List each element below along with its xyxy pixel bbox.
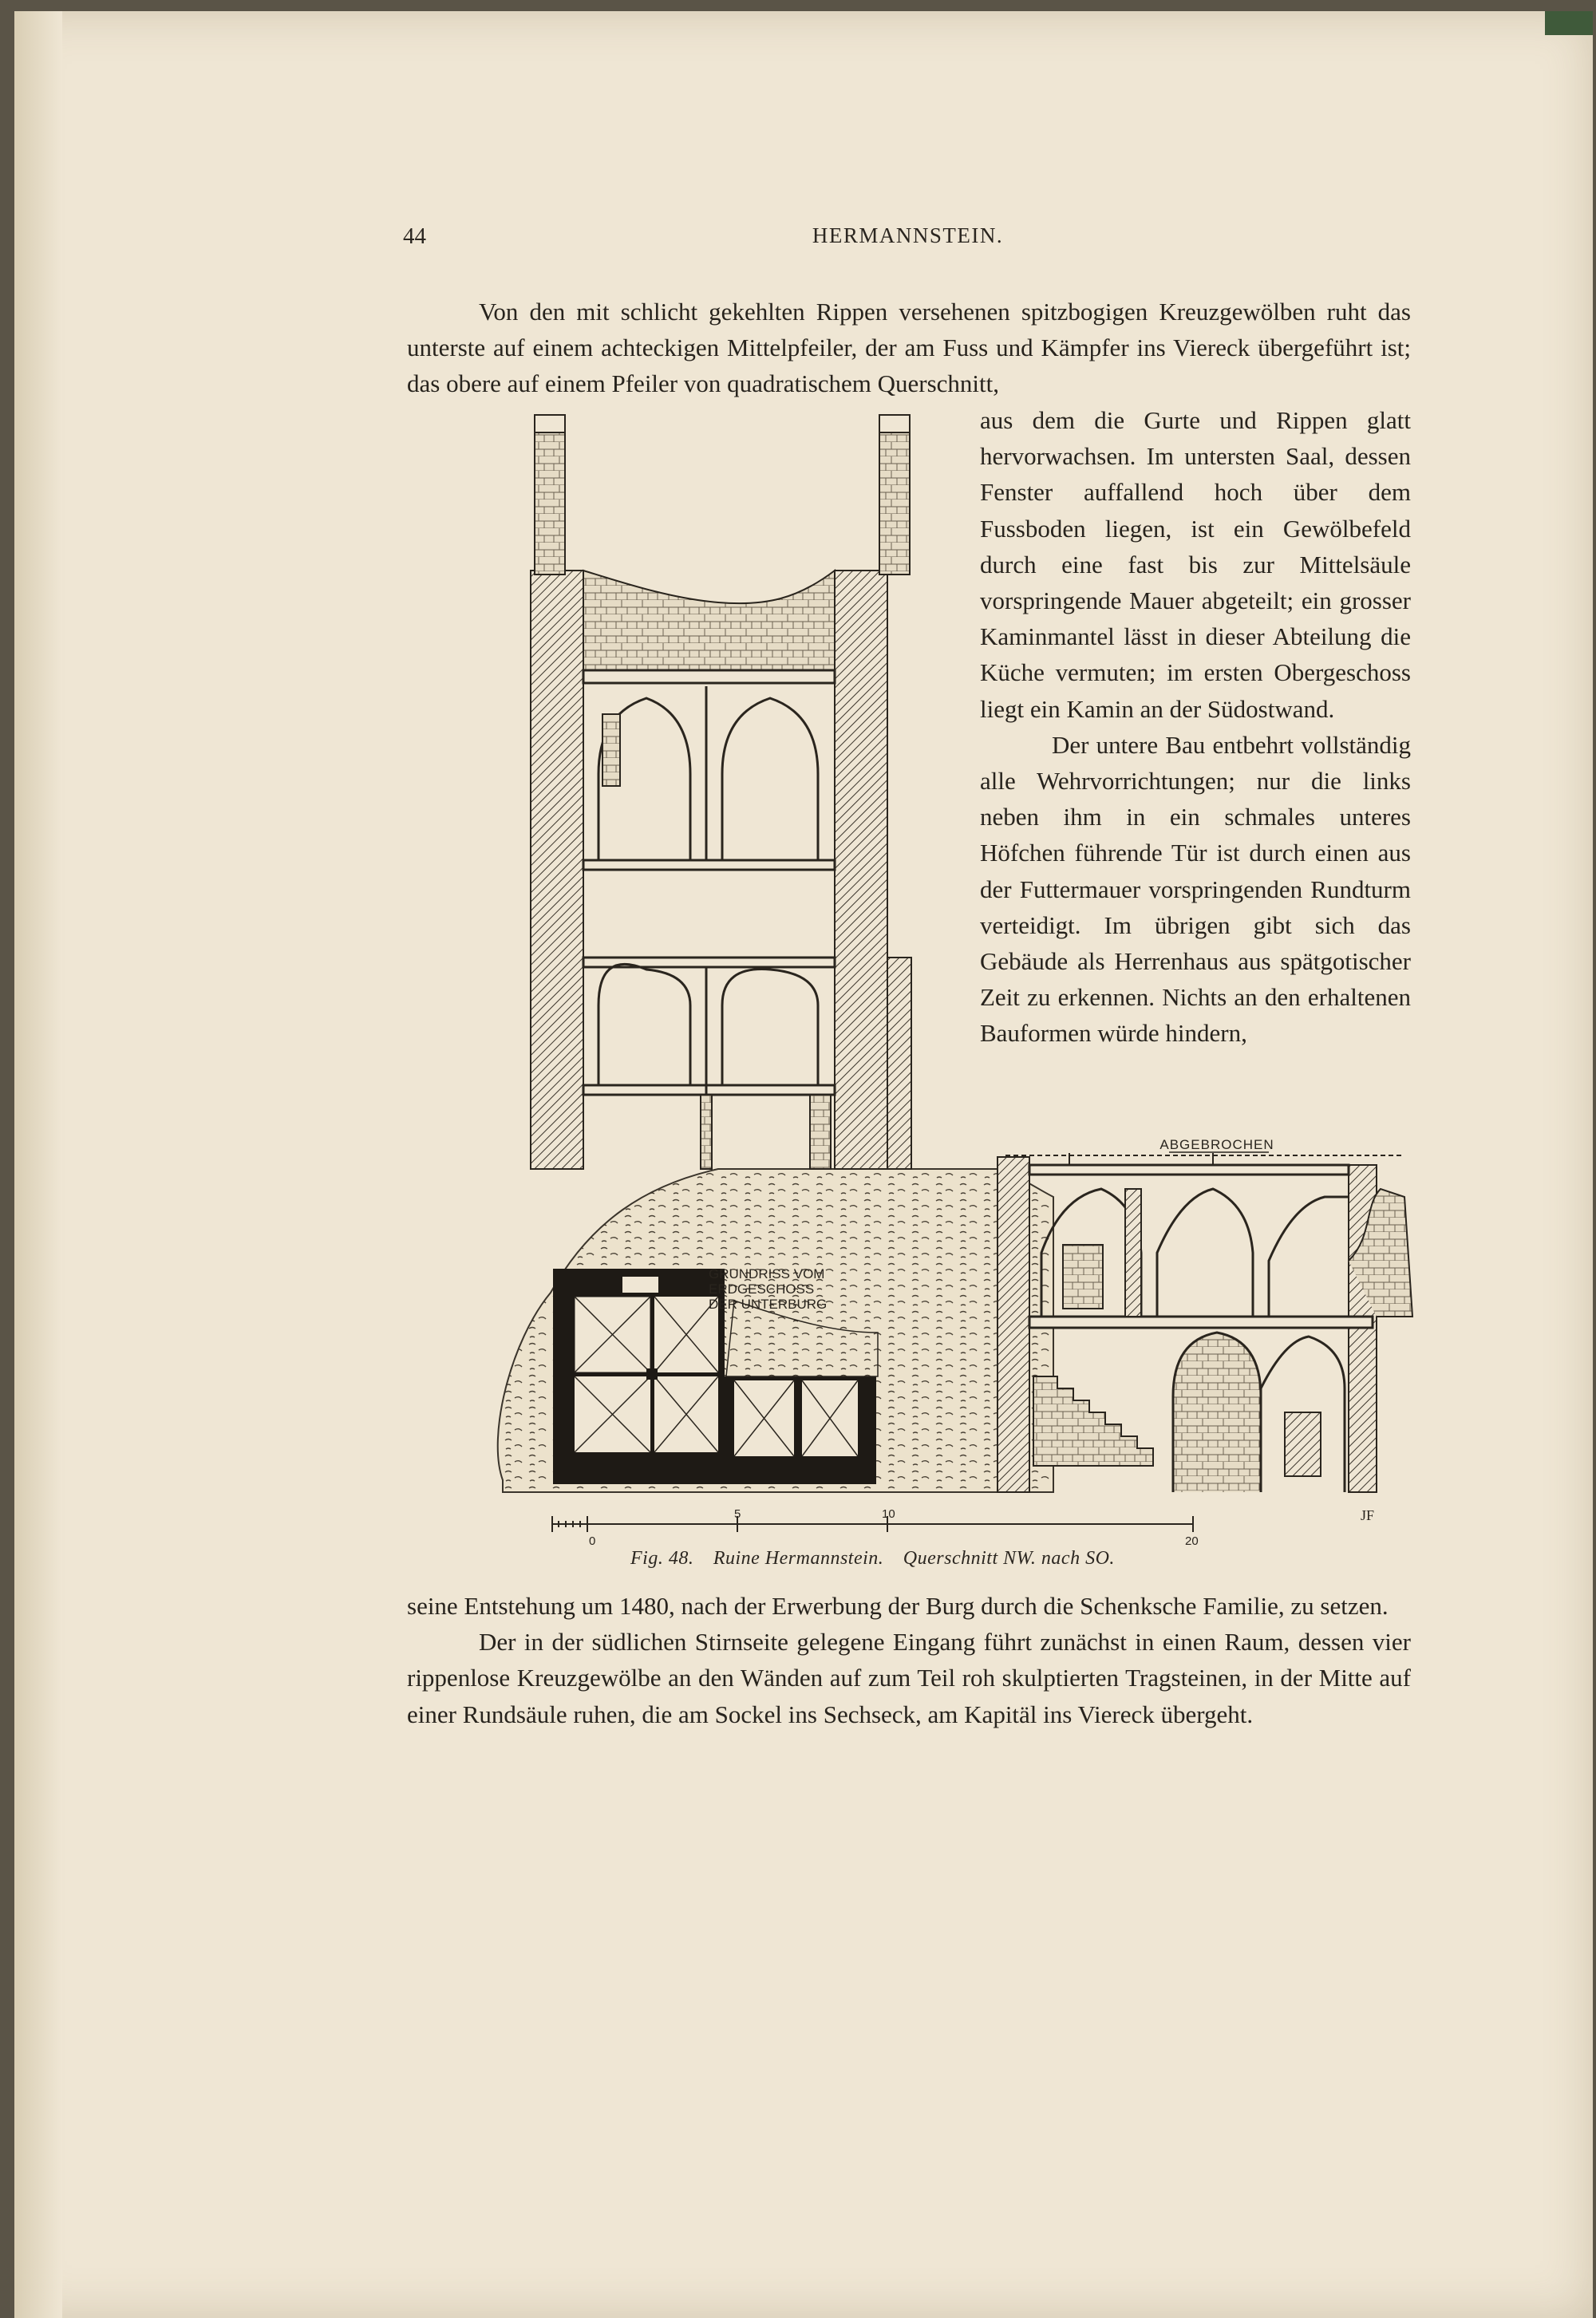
paragraph-1-continued: aus dem die Gurte und Rippen glatt hervorwachsen. Im untersten Saal, dessen Fenster auffallend hoch über dem Fussboden liegen, ist ein Gewölbefeld durch eine fast bis zur Mittelsäule vorspringende Mauer abgeteilt; ein grosser Kaminmantel lässt in dieser Abteilung die Küche vermuten; im ersten Obergeschoss liegt ein Kamin an der Südostwand. [980,406,1411,723]
figure-caption [630,1548,1129,1570]
scale-label-5: 5 [734,1507,741,1521]
tower-left-wall [531,571,583,1169]
bottom-text [407,1588,1411,1732]
scale-label-10: 10 [882,1507,895,1521]
running-title: HERMANNSTEIN. [812,223,1004,247]
caption-figure-number: Fig. 48. [630,1548,694,1569]
scale-label-0: 0 [589,1534,596,1548]
lower-castle-section [998,1153,1412,1492]
illustrator-monogram: JF [1361,1507,1375,1523]
paragraph-2-continued: seine Entstehung um 1480, nach der Erwerbung der Burg durch die Schenksche Familie, zu setzen. [407,1592,1389,1620]
page-header [403,223,1412,255]
tower-left-parapet [535,415,565,575]
paragraph-1-text: Von den mit schlicht gekehlten Rippen versehenen spitzbogigen Kreuzgewölben ruht das unterste auf einem achteckigen Mittelpfeiler, der am Fuss und Kämpfer ins Viereck übergeführt ist; das obere auf einem Pfeiler von quadratischem Querschnitt, [407,298,1411,398]
paragraph-2: Der untere Bau entbehrt vollständig alle Wehrvorrichtungen; nur die links neben ihm in ein schmales unteres Höfchen führende Tür ist durch einen aus der Futtermauer vorspringenden Rundturm verteidigt. Im übrigen gibt sich das Gebäude als Herrenhaus aus spätgotischer Zeit zu erkennen. Nichts an den erhaltenen Bauformen würde hindern, [980,730,1411,1048]
ruined-top-masonry [583,571,835,670]
page-number: 44 [403,223,426,249]
caption-description: Querschnitt NW. nach SO. [903,1548,1115,1569]
tower-right-wall [835,571,887,1169]
plan-label-line-1: GRUNDRISS VOM [709,1266,825,1281]
tower-floors [583,670,835,1095]
paragraph-3: Der in der südlichen Stirnseite gelegene Eingang führt zunächst in einen Raum, dessen vier rippenlose Kreuzgewölbe an den Wänden auf zum Teil roh skulptierten Tragsteinen, in der Mitte auf einer Rundsäule ruhen, die am Sockel ins Sechseck, am Kapitäl ins Viereck übergeht. [407,1628,1411,1728]
tower-right-parapet [879,415,910,575]
plan-label-line-3: DER UNTERBURG [709,1297,828,1312]
page-gutter-shadow [14,11,62,2318]
label-demolished: ABGEBROCHEN [1159,1137,1274,1152]
connecting-wall [887,958,911,1169]
upper-vaults [598,686,818,860]
cover-corner [1545,11,1593,35]
plan-label-line-2: ERDGESCHOSS [709,1281,815,1297]
scale-label-20: 20 [1185,1534,1199,1548]
scale-bar [552,1516,1193,1532]
caption-title: Ruine Hermannstein. [713,1548,884,1569]
cross-section-figure [383,399,1452,1548]
paragraph-1 [407,294,1411,402]
